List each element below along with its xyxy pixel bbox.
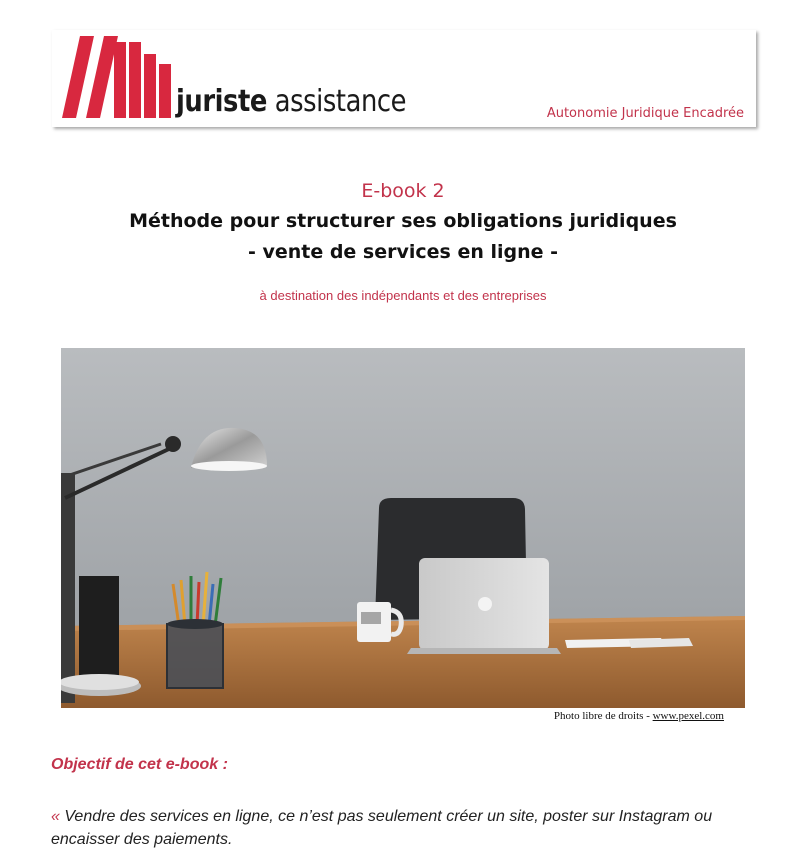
header-banner bbox=[52, 30, 756, 127]
photo-credit-prefix: Photo libre de droits - bbox=[553, 710, 653, 722]
photo-credit bbox=[554, 710, 724, 722]
brand-name-bold: juriste bbox=[176, 84, 267, 119]
intro-quote bbox=[51, 805, 771, 851]
photo-credit-link[interactable]: www.pexel.com bbox=[652, 710, 724, 722]
brand-tagline: Autonomie Juridique Encadrée bbox=[546, 106, 744, 121]
audience-subtitle: à destination des indépendants et des entreprises bbox=[259, 288, 547, 303]
books-logo-icon bbox=[56, 32, 176, 124]
office-desk-photo bbox=[61, 348, 745, 708]
office-desk-illustration bbox=[61, 348, 745, 708]
title-line-2: - vente de services en ligne - bbox=[247, 241, 559, 263]
quote-mark: « bbox=[51, 808, 60, 825]
quote-text: Vendre des services en ligne, ce n’est pas seulement créer un site, poster sur Instagram ou encaisser des paiements. bbox=[51, 808, 713, 848]
brand-name-regular: assistance bbox=[274, 84, 407, 119]
ebook-number: E-book 2 bbox=[361, 180, 445, 202]
title-line-1: Méthode pour structurer ses obligations juridiques bbox=[129, 210, 677, 232]
objective-heading: Objectif de cet e-book : bbox=[51, 756, 228, 773]
brand-name bbox=[176, 84, 406, 119]
